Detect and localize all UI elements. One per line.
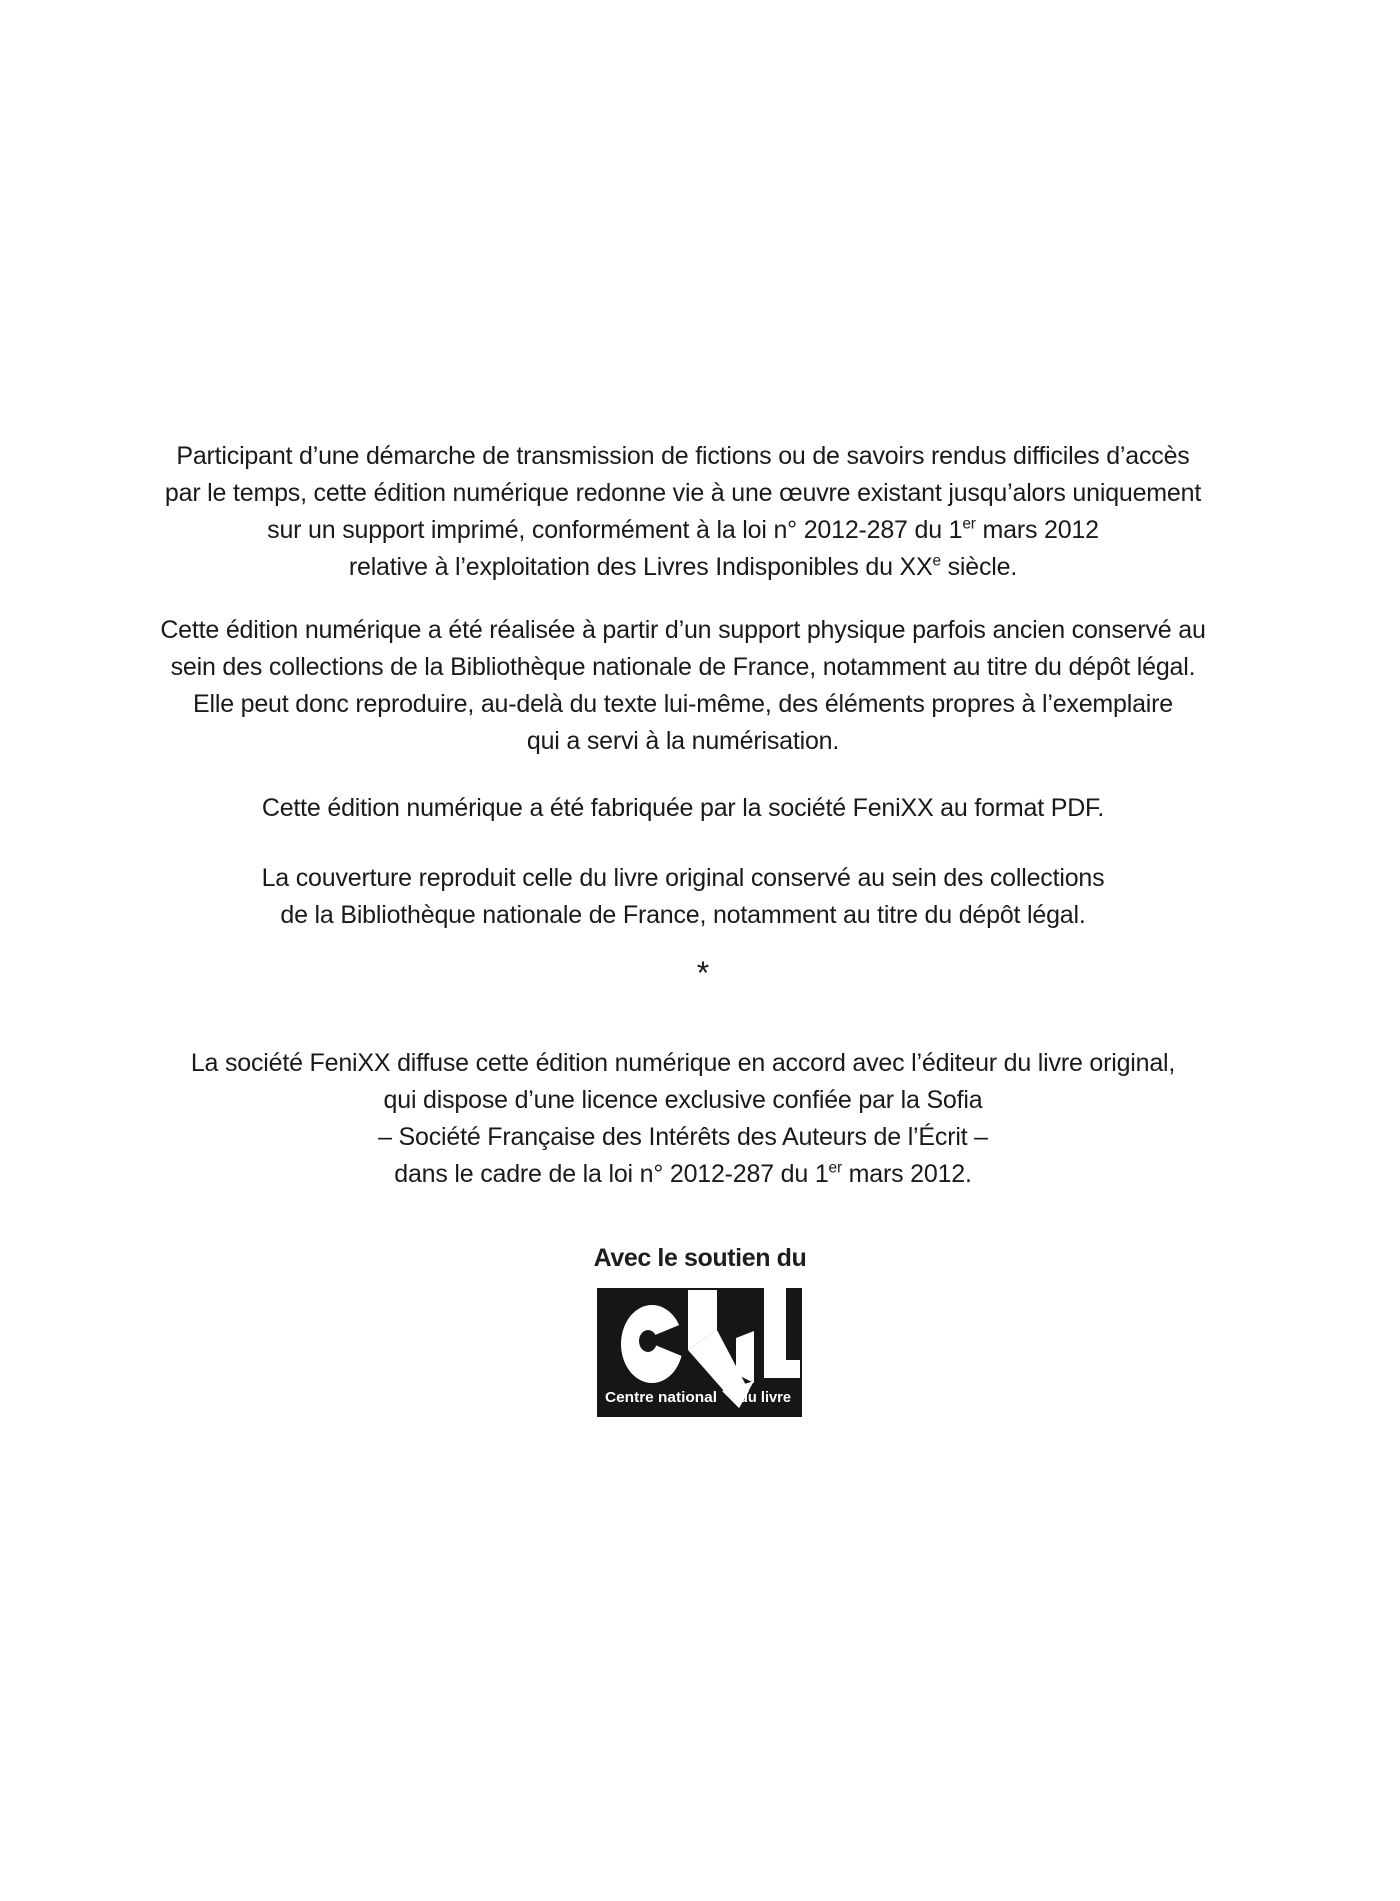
text-line: La société FeniXX diffuse cette édition numérique en accord avec l’éditeur du livre original, bbox=[190, 1049, 1176, 1077]
cnl-left-label: Centre national bbox=[605, 1390, 717, 1406]
text-line: par le temps, cette édition numérique redonne vie à une œuvre existant jusqu’alors uniquement bbox=[164, 479, 1202, 507]
support-caption: Avec le soutien du bbox=[593, 1244, 807, 1272]
text-line: – Société Française des Intérêts des Auteurs de l’Écrit – bbox=[378, 1123, 988, 1151]
text-line: qui a servi à la numérisation. bbox=[526, 727, 840, 755]
cnl-right-label: du livre bbox=[739, 1390, 791, 1406]
text-line: Cette édition numérique a été réalisée à partir d’un support physique parfois ancien conservé au bbox=[160, 616, 1206, 644]
text-line bbox=[83, 512, 1283, 549]
text-segment: dans le cadre de la loi n° 2012-287 du 1 bbox=[394, 1160, 829, 1188]
cnl-logo-icon bbox=[597, 1288, 802, 1417]
text-segment: mars 2012. bbox=[841, 1160, 972, 1188]
fabrication-paragraph bbox=[83, 790, 1283, 827]
text-line: La couverture reproduit celle du livre original conservé au sein des collections bbox=[261, 864, 1105, 892]
text-segment: relative à l’exploitation des Livres Indisponibles du XX bbox=[348, 553, 933, 581]
superscript: er bbox=[828, 1159, 842, 1177]
diffusion-paragraph bbox=[83, 1045, 1283, 1193]
superscript: e bbox=[932, 552, 941, 570]
text-line: sein des collections de la Bibliothèque nationale de France, notamment au titre du dépôt légal. bbox=[170, 653, 1196, 681]
cover-paragraph bbox=[83, 860, 1283, 934]
cnl-logo-svg bbox=[597, 1288, 802, 1417]
text-line bbox=[83, 1156, 1283, 1193]
text-line bbox=[83, 549, 1283, 586]
asterisk-separator: * bbox=[696, 955, 710, 991]
text-line: de la Bibliothèque nationale de France, notamment au titre du dépôt légal. bbox=[280, 901, 1086, 929]
text-line: Cette édition numérique a été fabriquée par la société FeniXX au format PDF. bbox=[261, 794, 1105, 822]
text-line: Elle peut donc reproduire, au-delà du texte lui-même, des éléments propres à l’exemplaire bbox=[193, 690, 1173, 718]
text-segment: mars 2012 bbox=[975, 516, 1099, 544]
source-paragraph bbox=[83, 612, 1283, 760]
text-segment: siècle. bbox=[940, 553, 1018, 581]
text-line: qui dispose d’une licence exclusive confiée par la Sofia bbox=[383, 1086, 983, 1114]
text-segment: sur un support imprimé, conformément à la loi n° 2012-287 du 1 bbox=[267, 516, 963, 544]
superscript: er bbox=[962, 515, 976, 533]
intro-paragraph bbox=[83, 438, 1283, 586]
text-line: Participant d’une démarche de transmission de fictions ou de savoirs rendus difficiles d’accès bbox=[176, 442, 1190, 470]
